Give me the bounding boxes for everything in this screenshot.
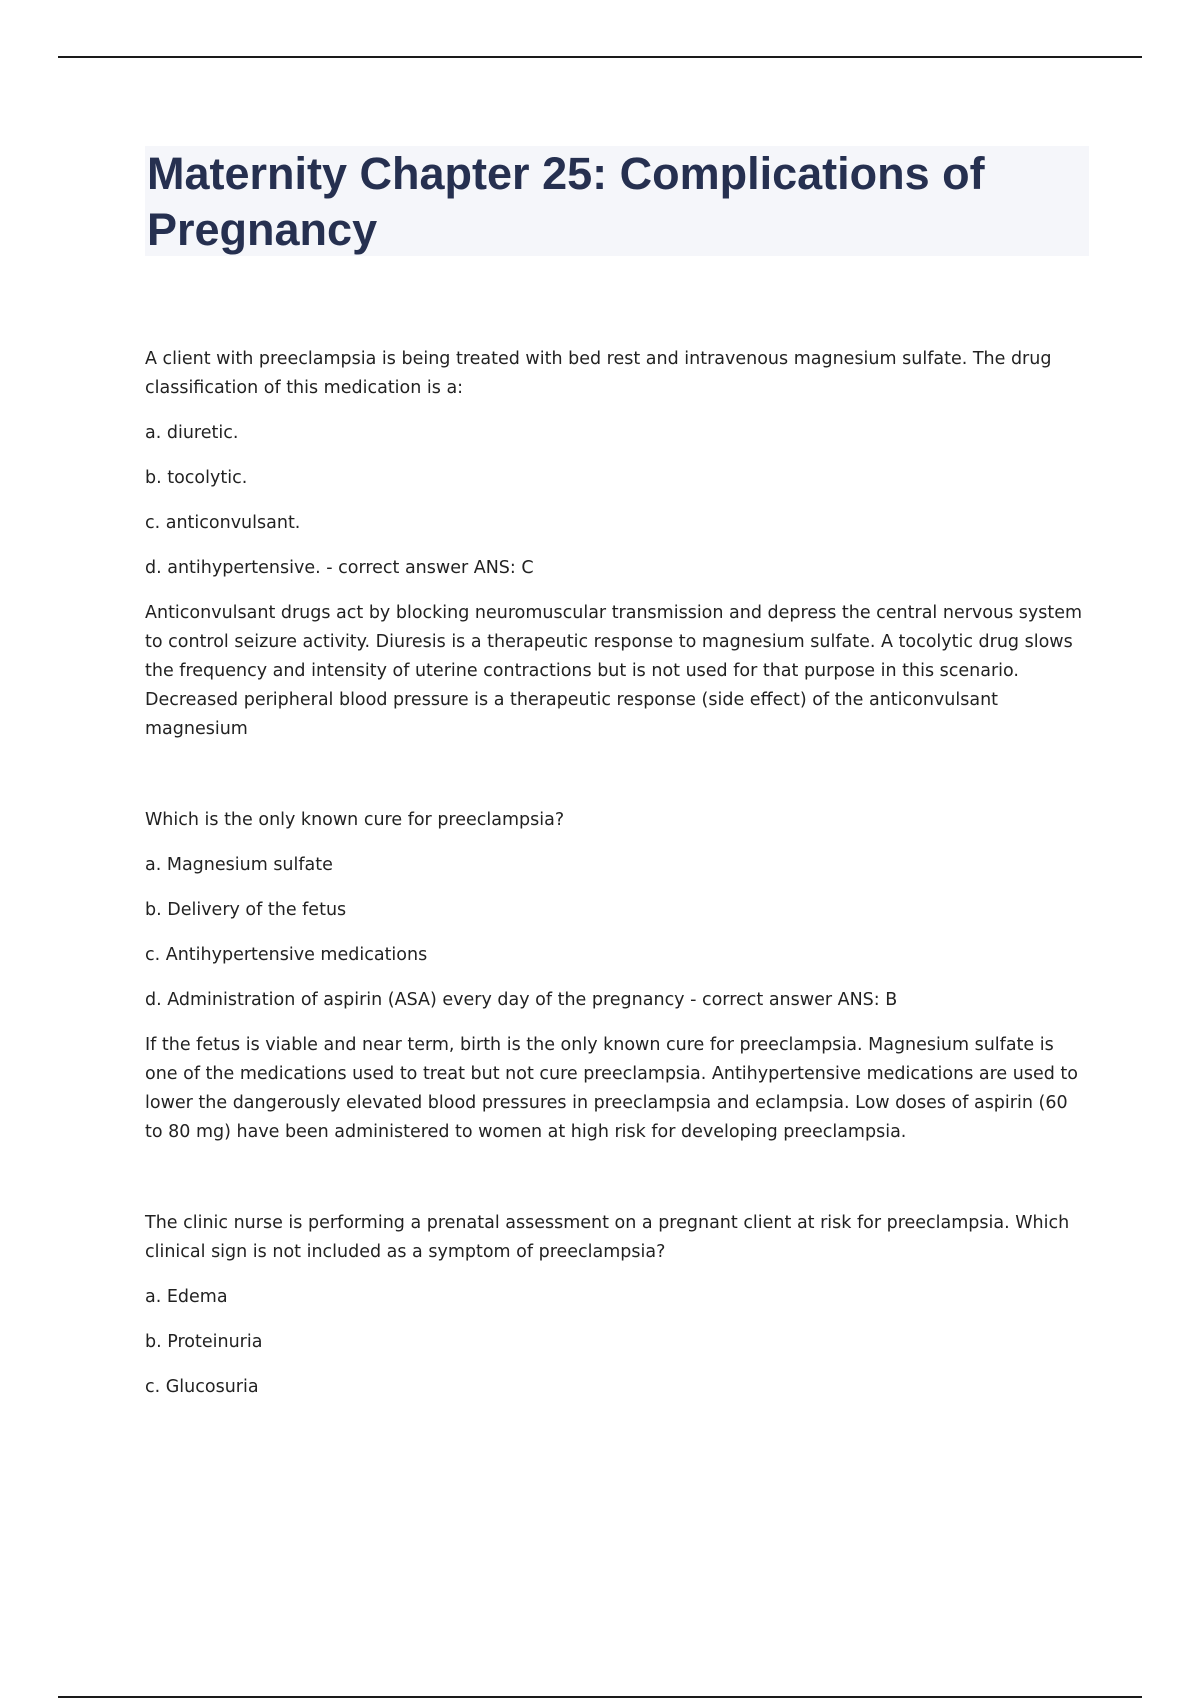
answer-rationale: Anticonvulsant drugs act by blocking neuromuscular transmission and depress the central nervous system to control seizure activity. Diuresis is a therapeutic response to magnesium sulfate. A tocolytic drug slows the frequency and intensity of uterine contractions but is not used for that purpose in this scenario. Decreased peripheral blood pressure is a therapeutic response (side effect) of the anticonvulsant magnesium (145, 603, 1083, 739)
answer-option-a: a. Edema (145, 1287, 228, 1307)
answer-option-b: b. tocolytic. (145, 468, 248, 488)
question-block-2 (145, 806, 1090, 1147)
question-block-1 (145, 345, 1090, 744)
document-body (145, 345, 1090, 1418)
answer-option-b: b. Proteinuria (145, 1332, 263, 1352)
question-block-3 (145, 1209, 1090, 1402)
question-text: Which is the only known cure for preeclampsia? (145, 810, 565, 830)
answer-option-d: d. antihypertensive. - correct answer ANS: C (145, 558, 534, 578)
answer-option-a: a. diuretic. (145, 423, 239, 443)
answer-rationale: If the fetus is viable and near term, birth is the only known cure for preeclampsia. Magnesium sulfate is one of the medications used to treat but not cure preeclampsia. Antihypertensive medications are used to lower the dangerously elevated blood pressures in preeclampsia and eclampsia. Low doses of aspirin (60 to 80 mg) have been administered to women at high risk for developing preeclampsia. (145, 1035, 1078, 1142)
question-text: A client with preeclampsia is being treated with bed rest and intravenous magnesium sulfate. The drug classification of this medication is a: (145, 349, 1052, 398)
answer-option-d: d. Administration of aspirin (ASA) every day of the pregnancy - correct answer ANS: B (145, 990, 898, 1010)
answer-option-b: b. Delivery of the fetus (145, 900, 347, 920)
document-title: Maternity Chapter 25: Complications of Pregnancy (147, 148, 985, 255)
answer-option-c: c. anticonvulsant. (145, 513, 301, 533)
top-divider (58, 56, 1142, 58)
answer-option-c: c. Antihypertensive medications (145, 945, 428, 965)
bottom-divider (58, 1696, 1142, 1698)
question-text: The clinic nurse is performing a prenatal assessment on a pregnant client at risk for preeclampsia. Which clinical sign is not included as a symptom of preeclampsia? (145, 1213, 1070, 1262)
title-block (145, 146, 1089, 256)
answer-option-c: c. Glucosuria (145, 1377, 259, 1397)
answer-option-a: a. Magnesium sulfate (145, 855, 333, 875)
